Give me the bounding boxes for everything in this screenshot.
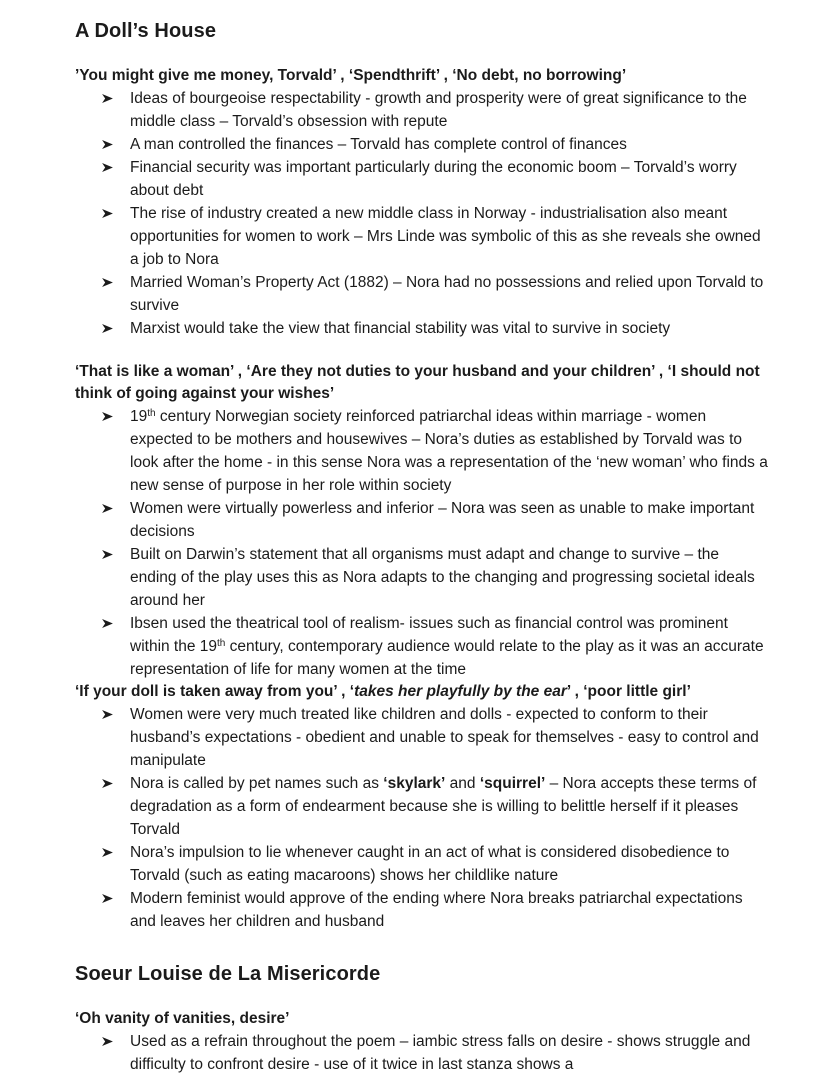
note-bullet bbox=[75, 841, 768, 887]
poem-title-soeur-louise: Soeur Louise de La Misericorde bbox=[75, 963, 381, 985]
arrowhead-bullet-icon bbox=[102, 848, 113, 857]
note-text: Women were very much treated like children and dolls - expected to conform to their husband’s expectations - obedient and unable to speak for themselves - easy to control and manipulate bbox=[130, 706, 759, 769]
quote-heading-money: ’You might give me money, Torvald’ , ‘Spendthrift’ , ‘No debt, no borrowing’ bbox=[75, 67, 627, 84]
arrowhead-bullet-icon bbox=[102, 163, 113, 172]
notes-list-duties bbox=[75, 405, 768, 681]
note-bullet bbox=[75, 87, 768, 133]
note-bullet bbox=[75, 202, 768, 271]
note-bullet bbox=[75, 497, 768, 543]
note-text: Nora’s impulsion to lie whenever caught in an act of what is considered disobedience to Torvald (such as eating macaroons) shows her childlike nature bbox=[130, 844, 730, 884]
note-bullet bbox=[75, 405, 768, 497]
note-text: Married Woman’s Property Act (1882) – Nora had no possessions and relied upon Torvald to survive bbox=[130, 274, 764, 314]
arrowhead-bullet-icon bbox=[102, 1037, 113, 1046]
arrowhead-bullet-icon bbox=[102, 412, 113, 421]
arrowhead-bullet-icon bbox=[102, 779, 113, 788]
quote-heading-vanity: ‘Oh vanity of vanities, desire’ bbox=[75, 1010, 290, 1027]
notes-list-vanity bbox=[75, 1030, 768, 1074]
note-text: Financial security was important particularly during the economic boom – Torvald’s worry about debt bbox=[130, 159, 737, 199]
note-text: Marxist would take the view that financial stability was vital to survive in society bbox=[130, 320, 671, 337]
note-text: Built on Darwin’s statement that all organisms must adapt and change to survive – the ending of the play uses this as Nora adapts to the changing and progressing societal ideals around her bbox=[130, 546, 755, 609]
arrowhead-bullet-icon bbox=[102, 550, 113, 559]
note-bullet bbox=[75, 156, 768, 202]
quote-heading-doll: ‘If your doll is taken away from you’ , ‘takes her playfully by the ear’ , ‘poor little girl’ bbox=[75, 683, 691, 700]
arrowhead-bullet-icon bbox=[102, 140, 113, 149]
note-bullet bbox=[75, 317, 768, 340]
arrowhead-bullet-icon bbox=[102, 504, 113, 513]
note-text: A man controlled the finances – Torvald has complete control of finances bbox=[130, 136, 627, 153]
notes-list-money bbox=[75, 87, 768, 340]
note-bullet bbox=[75, 271, 768, 317]
note-text: Ibsen used the theatrical tool of realism- issues such as financial control was prominent within the 19th century, contemporary audience would relate to the play as it was an accurate representation of life for many women at the time bbox=[130, 615, 764, 678]
note-text: Ideas of bourgeoise respectability - growth and prosperity were of great significance to the middle class – Torvald’s obsession with repute bbox=[130, 90, 747, 130]
arrowhead-bullet-icon bbox=[102, 209, 113, 218]
note-bullet bbox=[75, 1030, 768, 1074]
note-text: 19th century Norwegian society reinforced patriarchal ideas within marriage - women expected to be mothers and housewives – Nora’s duties as established by Torvald was to look after the home - in this sense Nora was a representation of the ‘new woman’ who finds a new sense of purpose in her role within society bbox=[130, 408, 768, 494]
arrowhead-bullet-icon bbox=[102, 710, 113, 719]
note-bullet bbox=[75, 703, 768, 772]
arrowhead-bullet-icon bbox=[102, 278, 113, 287]
arrowhead-bullet-icon bbox=[102, 324, 113, 333]
note-bullet bbox=[75, 612, 768, 681]
note-text: Used as a refrain throughout the poem – iambic stress falls on desire - shows struggle and difficulty to confront desire - use of it twice in last stanza shows a bbox=[130, 1033, 751, 1073]
notes-list-doll bbox=[75, 703, 768, 933]
note-bullet bbox=[75, 543, 768, 612]
note-text: Women were virtually powerless and inferior – Nora was seen as unable to make important decisions bbox=[130, 500, 755, 540]
arrowhead-bullet-icon bbox=[102, 94, 113, 103]
arrowhead-bullet-icon bbox=[102, 894, 113, 903]
arrowhead-bullet-icon bbox=[102, 619, 113, 628]
quote-heading-duties: ‘That is like a woman’ , ‘Are they not duties to your husband and your children’ , ‘I should not think of going against your wishes’ bbox=[75, 363, 760, 402]
note-bullet bbox=[75, 772, 768, 841]
note-text: The rise of industry created a new middle class in Norway - industrialisation also meant opportunities for women to work – Mrs Linde was symbolic of this as she reveals she owned a job to Nora bbox=[130, 205, 761, 268]
essay-title-a-dolls-house: A Doll’s House bbox=[75, 20, 217, 42]
note-text: Modern feminist would approve of the ending where Nora breaks patriarchal expectations and leaves her children and husband bbox=[130, 890, 743, 930]
note-text: Nora is called by pet names such as ‘skylark’ and ‘squirrel’ – Nora accepts these terms of degradation as a form of endearment because she is willing to belittle herself if it pleases Torvald bbox=[130, 775, 757, 838]
note-bullet bbox=[75, 133, 768, 156]
note-bullet bbox=[75, 887, 768, 933]
